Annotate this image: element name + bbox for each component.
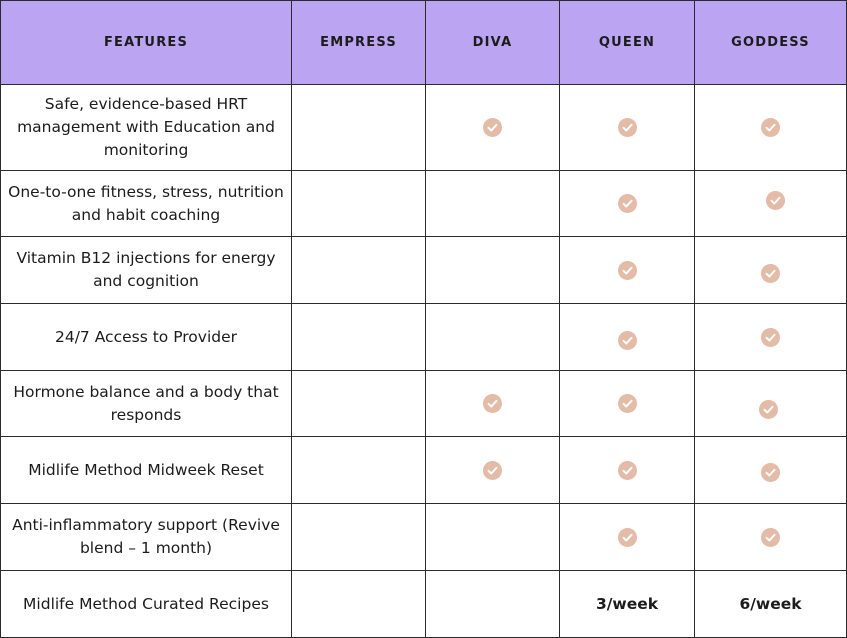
cell-goddess: [695, 571, 847, 638]
header-queen: QUEEN: [560, 0, 695, 85]
check-circle-icon: [759, 400, 778, 419]
cell-value: 6/week: [739, 595, 802, 613]
feature-label: 24/7 Access to Provider: [0, 304, 292, 371]
cell-diva: [426, 504, 560, 571]
cell-goddess: [695, 437, 847, 504]
feature-label: One-to-one fitness, stress, nutrition and habit coaching: [0, 171, 292, 237]
cell-queen: [560, 371, 695, 437]
cell-empress: [292, 504, 426, 571]
check-circle-icon: [618, 261, 637, 280]
feature-label: Midlife Method Curated Recipes: [0, 571, 292, 638]
header-empress: EMPRESS: [292, 0, 426, 85]
cell-goddess: [695, 237, 847, 304]
cell-diva: [426, 304, 560, 371]
cell-diva: [426, 371, 560, 437]
cell-diva: [426, 171, 560, 237]
cell-empress: [292, 237, 426, 304]
cell-goddess: [695, 504, 847, 571]
check-circle-icon: [618, 394, 637, 413]
cell-diva: [426, 237, 560, 304]
cell-goddess: [695, 85, 847, 171]
check-circle-icon: [483, 461, 502, 480]
check-circle-icon: [761, 528, 780, 547]
check-circle-icon: [761, 463, 780, 482]
check-circle-icon: [483, 118, 502, 137]
cell-queen: [560, 571, 695, 638]
check-circle-icon: [766, 191, 785, 210]
cell-queen: [560, 504, 695, 571]
feature-label: Vitamin B12 injections for energy and cognition: [0, 237, 292, 304]
header-goddess: GODDESS: [695, 0, 847, 85]
cell-empress: [292, 437, 426, 504]
feature-label: Safe, evidence-based HRT management with Education and monitoring: [0, 85, 292, 171]
feature-label: Midlife Method Midweek Reset: [0, 437, 292, 504]
cell-goddess: [695, 304, 847, 371]
cell-empress: [292, 304, 426, 371]
cell-empress: [292, 171, 426, 237]
feature-label: Anti-inflammatory support (Revive blend – 1 month): [0, 504, 292, 571]
cell-empress: [292, 571, 426, 638]
cell-empress: [292, 85, 426, 171]
check-circle-icon: [618, 331, 637, 350]
cell-goddess: [695, 171, 847, 237]
check-circle-icon: [761, 328, 780, 347]
check-circle-icon: [761, 118, 780, 137]
check-circle-icon: [618, 528, 637, 547]
cell-value: 3/week: [595, 595, 659, 613]
cell-empress: [292, 371, 426, 437]
check-circle-icon: [483, 394, 502, 413]
cell-goddess: [695, 371, 847, 437]
header-features: FEATURES: [0, 0, 292, 85]
cell-diva: [426, 571, 560, 638]
cell-queen: [560, 437, 695, 504]
header-diva: DIVA: [426, 0, 560, 85]
feature-label: Hormone balance and a body that responds: [0, 371, 292, 437]
check-circle-icon: [761, 264, 780, 283]
check-circle-icon: [618, 194, 637, 213]
check-circle-icon: [618, 118, 637, 137]
cell-queen: [560, 237, 695, 304]
check-circle-icon: [618, 461, 637, 480]
cell-queen: [560, 85, 695, 171]
cell-diva: [426, 437, 560, 504]
cell-queen: [560, 304, 695, 371]
cell-queen: [560, 171, 695, 237]
cell-diva: [426, 85, 560, 171]
